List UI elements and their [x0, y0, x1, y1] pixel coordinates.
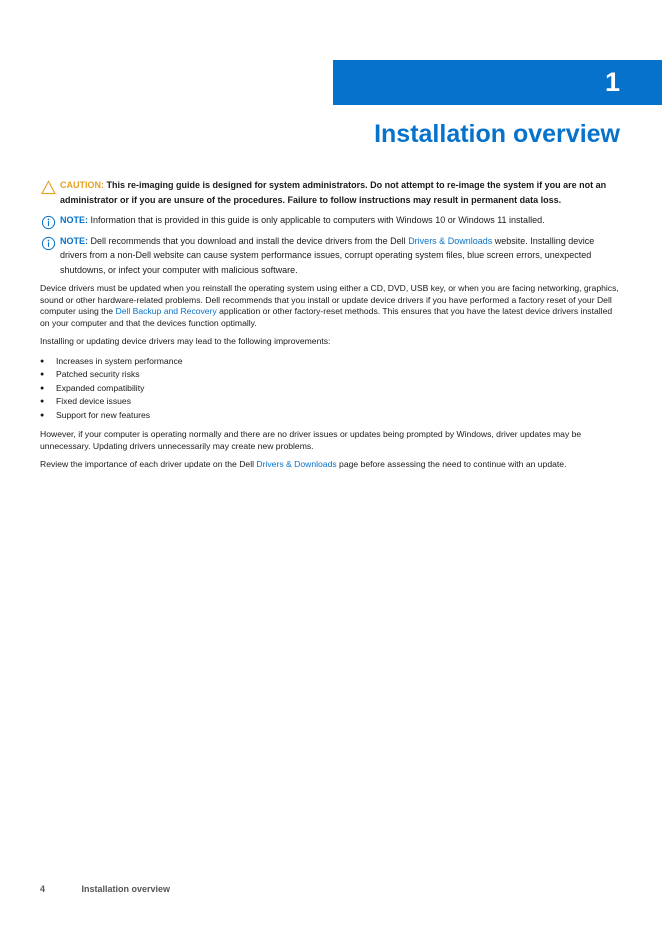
paragraph-text-part2: page before assessing the need to continue with an update. — [339, 459, 567, 470]
note-label: NOTE: — [60, 215, 88, 225]
page-number: 4 — [40, 884, 46, 894]
caution-label: CAUTION: — [60, 180, 104, 190]
info-icon — [41, 236, 56, 251]
list-item: ● Patched security risks — [40, 368, 620, 382]
note-notice-1 — [40, 213, 620, 228]
chapter-title: Installation overview — [374, 120, 620, 148]
paragraph-text-part2: application or other factory-reset methods. This ensures that you have the latest device drivers installed on your computer and that the devices function optimally. — [40, 306, 613, 328]
footer-title: Installation overview — [81, 884, 171, 894]
list-item: ● Fixed device issues — [40, 395, 620, 409]
paragraph-review-updates — [40, 459, 620, 471]
note-text-part2: website. Installing device drivers from a non-Dell website can cause system performance issues, corrupt operating system files, blue screen errors, unexpected shutdowns, or infect your computer with malicious software. — [60, 235, 595, 275]
caution-text: This re-imaging guide is designed for system administrators. Do not attempt to re-image the system if you are not an administrator or if you are unsure of the procedures. Failure to follow instructions may result in permanent data loss. — [60, 180, 607, 205]
dell-backup-recovery-link[interactable]: Dell Backup and Recovery — [115, 306, 217, 316]
list-item: ● Expanded compatibility — [40, 382, 620, 396]
page-footer — [40, 884, 170, 894]
list-item: ● Support for new features — [40, 409, 620, 423]
note-label: NOTE: — [60, 235, 88, 246]
note-notice-2 — [40, 234, 620, 278]
caution-notice — [40, 178, 620, 207]
drivers-downloads-link[interactable]: Drivers & Downloads — [256, 459, 337, 470]
caution-triangle-icon — [41, 180, 56, 195]
paragraph-improvements-intro: Installing or updating device drivers may lead to the following improvements: — [40, 336, 331, 346]
paragraph-text-part1: Review the importance of each driver update on the Dell — [40, 459, 255, 470]
info-icon — [41, 215, 56, 230]
note-text-part1: Dell recommends that you download and install the device drivers from the Dell — [90, 235, 406, 246]
drivers-downloads-link[interactable]: Drivers & Downloads — [408, 235, 493, 246]
paragraph-normal-operation: However, if your computer is operating normally and there are no driver issues or updates being prompted by Windows, driver updates may be unnecessary. Updating drivers unnecessarily may create new problems. — [40, 429, 582, 451]
list-item: ● Increases in system performance — [40, 355, 620, 369]
note-text: Information that is provided in this guide is only applicable to computers with Windows 10 or Windows 11 installed. — [90, 215, 545, 225]
improvements-list — [40, 355, 620, 423]
chapter-number: 1 — [604, 67, 620, 97]
main-content — [40, 178, 620, 478]
chapter-number-bar — [333, 60, 662, 105]
paragraph-device-drivers — [40, 283, 620, 329]
paragraph-text-part1: Device drivers must be updated when you reinstall the operating system using either a CD, DVD, USB key, or when you are facing networking, graphics, sound or other hardware-related problems. Dell recommends that you install or update device drivers if you have performed a factory reset of your Dell computer using the — [40, 283, 619, 316]
